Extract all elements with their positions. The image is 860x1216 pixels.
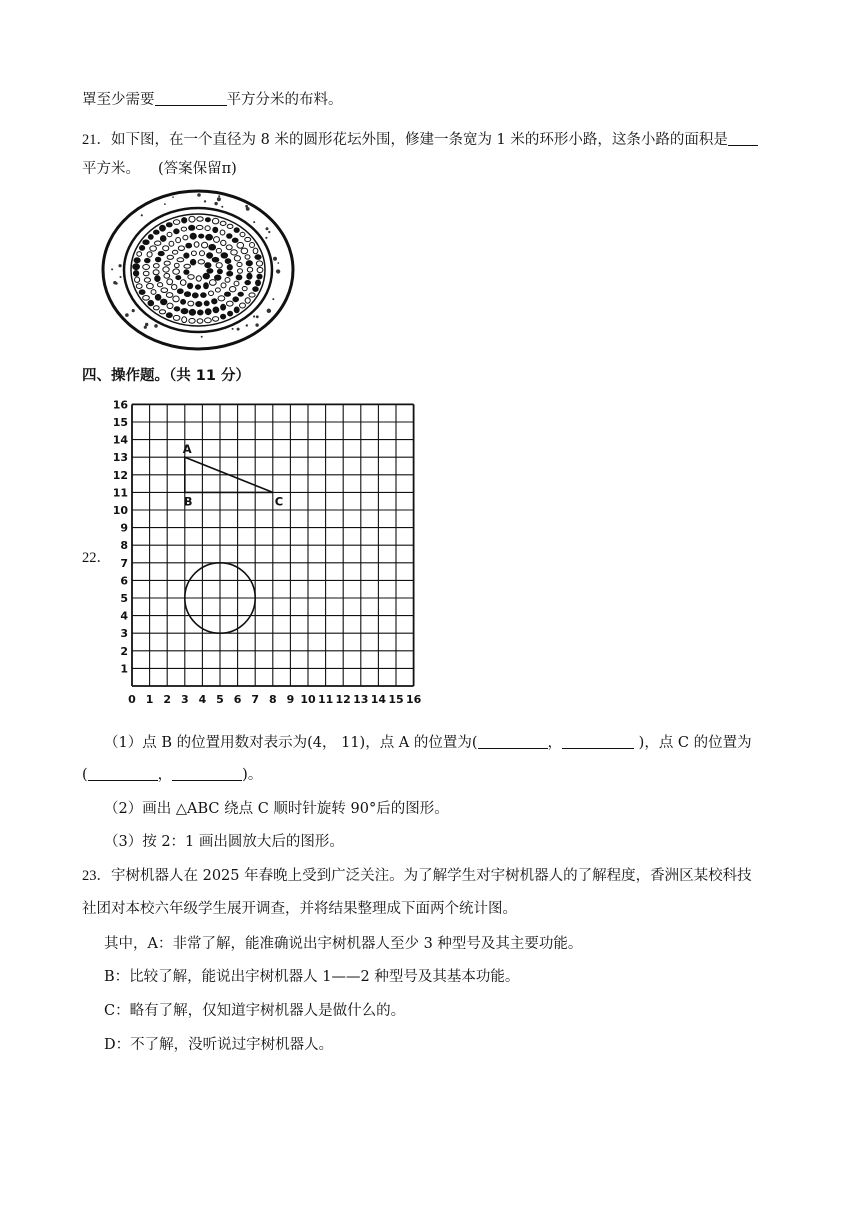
x-tick-label: 12 bbox=[335, 693, 351, 706]
x-tick-label: 4 bbox=[198, 693, 207, 706]
flower-dot bbox=[213, 307, 219, 313]
flower-dot bbox=[153, 306, 159, 310]
point-c-x-blank[interactable] bbox=[88, 765, 158, 781]
flower-dot bbox=[173, 315, 180, 320]
path-dot bbox=[218, 195, 220, 197]
path-dot bbox=[221, 206, 223, 208]
flower-dot bbox=[233, 297, 239, 302]
flower-dot bbox=[184, 253, 189, 258]
flower-dot bbox=[143, 240, 149, 245]
path-dot bbox=[246, 207, 250, 211]
flower-dot bbox=[221, 304, 226, 310]
flower-dot bbox=[137, 252, 142, 257]
x-tick-label: 16 bbox=[405, 693, 422, 706]
flower-dot bbox=[204, 301, 209, 306]
flower-dot bbox=[257, 267, 263, 272]
path-dot bbox=[120, 276, 122, 278]
flower-dot bbox=[186, 243, 192, 248]
flower-dot bbox=[227, 234, 232, 238]
flower-dot bbox=[154, 230, 160, 234]
x-tick-label: 13 bbox=[353, 693, 369, 706]
flower-dot bbox=[247, 267, 252, 272]
flower-dot bbox=[245, 298, 250, 303]
flower-bed-figure bbox=[100, 188, 300, 354]
q23-level-d: D：不了解，没听说过宇树机器人。 bbox=[104, 1037, 334, 1053]
flower-dot bbox=[237, 262, 242, 266]
flower-dot bbox=[225, 292, 231, 296]
flower-dot bbox=[174, 307, 180, 311]
flower-dot bbox=[253, 287, 259, 292]
flower-dot bbox=[153, 264, 159, 268]
flower-dot bbox=[160, 236, 166, 242]
flower-dot bbox=[212, 299, 217, 304]
flower-dot bbox=[205, 318, 212, 323]
path-dot bbox=[237, 328, 240, 331]
flower-dot bbox=[133, 264, 140, 270]
q21-text2: 平方米。 bbox=[82, 161, 140, 177]
flower-dot bbox=[144, 278, 150, 282]
x-tick-label: 14 bbox=[370, 693, 387, 706]
flower-dot bbox=[221, 253, 228, 258]
q23-number: 23． bbox=[82, 868, 111, 884]
flower-dot bbox=[173, 269, 180, 274]
q22-part3: （3）按 2：1 画出圆放大后的图形。 bbox=[104, 834, 344, 850]
flower-dot bbox=[247, 273, 252, 279]
flower-dot bbox=[242, 287, 247, 291]
flower-dot bbox=[196, 276, 201, 281]
flower-dot bbox=[225, 278, 230, 283]
y-tick-label: 10 bbox=[112, 504, 128, 517]
flower-dot bbox=[197, 217, 203, 221]
flower-dot bbox=[202, 242, 208, 248]
y-tick-label: 11 bbox=[112, 486, 128, 500]
y-axis-ticks bbox=[113, 398, 129, 675]
flower-dot bbox=[177, 289, 183, 294]
path-dot bbox=[265, 237, 267, 239]
flower-dot bbox=[139, 290, 145, 295]
flower-dot bbox=[159, 310, 165, 314]
path-dot bbox=[255, 323, 258, 326]
flower-dot bbox=[236, 275, 242, 280]
path-dot bbox=[172, 196, 174, 198]
flower-dot bbox=[172, 285, 177, 290]
flower-dot bbox=[190, 233, 196, 239]
x-tick-label: 0 bbox=[128, 693, 136, 706]
path-dot bbox=[145, 323, 148, 326]
flower-dot bbox=[180, 280, 186, 286]
flower-dot bbox=[182, 218, 187, 223]
flower-dot bbox=[153, 270, 159, 275]
flower-dot bbox=[151, 290, 156, 295]
flower-dot bbox=[181, 299, 186, 304]
flower-dot bbox=[194, 242, 199, 248]
y-tick-label: 9 bbox=[120, 521, 128, 535]
flower-dot bbox=[198, 310, 204, 315]
point-a-y-blank[interactable] bbox=[562, 733, 634, 749]
flower-dot bbox=[150, 246, 157, 251]
x-axis-ticks bbox=[128, 693, 421, 706]
path-dot bbox=[111, 268, 113, 270]
flower-dot bbox=[155, 276, 160, 282]
flower-dot bbox=[197, 319, 203, 324]
grid-lines bbox=[132, 404, 414, 686]
flower-dot bbox=[227, 224, 233, 228]
flower-dot bbox=[250, 243, 255, 248]
flower-dot bbox=[164, 261, 170, 265]
y-tick-label: 2 bbox=[120, 644, 128, 658]
y-tick-label: 3 bbox=[120, 627, 128, 641]
flower-dot bbox=[134, 258, 140, 263]
flower-dot bbox=[221, 240, 226, 245]
flower-dot bbox=[200, 251, 205, 256]
flower-dot bbox=[191, 251, 196, 256]
path-dot bbox=[214, 202, 217, 205]
flower-dot bbox=[167, 232, 172, 236]
path-dot bbox=[201, 336, 203, 338]
point-a-label: A bbox=[182, 442, 192, 457]
flower-dot bbox=[163, 267, 169, 272]
y-tick-label: 8 bbox=[120, 539, 128, 553]
flower-dot bbox=[255, 255, 261, 260]
path-dot bbox=[273, 257, 277, 261]
flower-dot bbox=[195, 285, 200, 289]
flower-dot bbox=[176, 238, 181, 243]
q23-level-a: 其中，A：非常了解，能准确说出宇树机器人至少 3 种型号及其主要功能。 bbox=[104, 936, 583, 952]
flower-dot bbox=[245, 237, 251, 241]
flower-dot bbox=[155, 294, 161, 300]
flower-dot bbox=[234, 228, 239, 233]
flower-dot bbox=[167, 255, 173, 259]
flower-dot bbox=[207, 253, 213, 258]
flower-pattern bbox=[133, 216, 263, 323]
flower-dot bbox=[249, 293, 255, 297]
flower-dot bbox=[209, 244, 216, 250]
flower-dot bbox=[207, 269, 213, 274]
flower-dot bbox=[215, 288, 220, 292]
path-dot bbox=[141, 214, 143, 216]
path-dot bbox=[269, 310, 271, 312]
flower-dot bbox=[155, 241, 161, 245]
flower-dot bbox=[158, 283, 163, 287]
flower-dot bbox=[234, 307, 239, 313]
flower-dot bbox=[245, 255, 250, 259]
point-a-x-blank[interactable] bbox=[478, 733, 548, 749]
q23-line1: 23．宇树机器人在 2025 年春晚上受到广泛关注。为了解学生对宇树机器人的了解程度，香洲区某校科技 bbox=[82, 868, 752, 884]
flower-dot bbox=[176, 276, 181, 280]
point-c-label: C bbox=[274, 494, 284, 509]
flower-dot bbox=[220, 221, 226, 225]
x-tick-label: 9 bbox=[286, 693, 295, 706]
flower-dot bbox=[164, 273, 170, 278]
q22-part2: （2）画出 △ABC 绕点 C 顺时针旋转 90°后的图形。 bbox=[104, 801, 449, 817]
x-tick-label: 3 bbox=[180, 693, 189, 706]
flower-dot bbox=[213, 317, 219, 322]
coordinate-grid bbox=[110, 396, 430, 712]
flower-dot bbox=[227, 301, 234, 306]
path-dot bbox=[253, 221, 255, 223]
flower-dot bbox=[221, 314, 226, 319]
path-dot bbox=[154, 324, 158, 328]
flower-dot bbox=[147, 252, 152, 257]
flower-dot bbox=[155, 257, 160, 261]
x-tick-label: 15 bbox=[388, 693, 404, 706]
path-dot bbox=[246, 324, 248, 326]
x-tick-label: 5 bbox=[216, 693, 224, 706]
flower-dot bbox=[221, 283, 226, 288]
flower-dot bbox=[188, 283, 193, 288]
flower-dot bbox=[199, 234, 204, 238]
y-tick-label: 1 bbox=[120, 662, 128, 676]
flower-dot bbox=[140, 246, 145, 251]
y-tick-label: 15 bbox=[112, 416, 128, 429]
path-dot bbox=[268, 231, 270, 233]
section4-title: 四、操作题。（共 11 分） bbox=[82, 368, 251, 384]
q21-answer-blank[interactable] bbox=[728, 130, 758, 146]
flower-dot bbox=[203, 273, 209, 279]
flower-dot bbox=[160, 225, 166, 231]
q21-line1 bbox=[82, 130, 758, 150]
path-dot bbox=[253, 315, 255, 317]
x-tick-label: 8 bbox=[268, 693, 277, 706]
flower-dot bbox=[245, 281, 251, 285]
point-c-y-blank[interactable] bbox=[172, 765, 242, 781]
flower-dot bbox=[135, 277, 140, 282]
flower-dot bbox=[205, 309, 211, 315]
flower-dot bbox=[228, 311, 233, 316]
flower-dot bbox=[196, 302, 202, 307]
q23-line2: 社团对本校六年级学生展开调查，并将结果整理成下面两个统计图。 bbox=[82, 901, 517, 917]
flower-dot bbox=[143, 296, 150, 301]
flower-dot bbox=[230, 287, 236, 292]
q22-part1-line1: （1）点 B 的位置用数对表示为(4， 11)，点 A 的位置为( ， )，点 C 的位置为 bbox=[104, 735, 752, 751]
flower-dot bbox=[184, 270, 189, 275]
flower-dot bbox=[167, 303, 173, 308]
flower-dot bbox=[217, 269, 222, 274]
path-dot bbox=[119, 264, 122, 267]
flower-dot bbox=[145, 258, 151, 262]
q20-tail-line bbox=[82, 90, 343, 110]
flower-dot bbox=[227, 271, 233, 276]
flower-dot bbox=[240, 303, 246, 308]
flower-dot bbox=[238, 269, 243, 274]
flower-dot bbox=[215, 275, 221, 280]
flower-dot bbox=[143, 271, 149, 276]
flower-dot bbox=[234, 281, 239, 286]
flower-dot bbox=[167, 279, 173, 285]
flower-dot bbox=[143, 265, 150, 270]
flower-dot bbox=[184, 264, 191, 268]
flower-dot bbox=[205, 218, 210, 222]
flower-dot bbox=[257, 274, 262, 279]
flower-dot bbox=[174, 229, 179, 234]
path-dot bbox=[164, 203, 166, 205]
path-dot bbox=[217, 197, 221, 201]
flower-dot bbox=[169, 241, 174, 246]
flower-dot bbox=[220, 230, 225, 235]
flower-dot bbox=[216, 263, 222, 268]
flower-dot bbox=[226, 245, 232, 250]
point-b-label: B bbox=[183, 494, 193, 509]
flower-dot bbox=[201, 293, 207, 298]
flower-dot bbox=[225, 259, 231, 264]
flower-dot bbox=[227, 265, 232, 271]
q21-text: 如下图，在一个直径为 8 米的圆形花坛外围，修建一条宽为 1 米的环形小路，这条小路的面积是 bbox=[111, 132, 728, 148]
q23-level-c: C：略有了解，仅知道宇树机器人是做什么的。 bbox=[104, 1003, 406, 1019]
flower-dot bbox=[212, 218, 218, 224]
y-tick-label: 13 bbox=[112, 451, 128, 465]
q20-text-before: 罩至少需要 bbox=[82, 92, 155, 108]
flower-dot bbox=[214, 237, 220, 243]
x-tick-label: 2 bbox=[163, 693, 172, 706]
x-tick-label: 7 bbox=[251, 693, 260, 706]
q20-text-after: 平方分米的布料。 bbox=[226, 92, 343, 108]
flower-dot bbox=[147, 283, 154, 288]
path-dot bbox=[256, 315, 259, 318]
flower-dot bbox=[212, 257, 219, 262]
q21-note: (答案保留π) bbox=[158, 161, 237, 177]
x-tick-label: 11 bbox=[317, 693, 334, 706]
flower-dot bbox=[231, 250, 238, 255]
flower-dot bbox=[177, 258, 184, 262]
path-dot bbox=[232, 328, 234, 330]
path-dot bbox=[113, 281, 116, 284]
flower-dot bbox=[148, 235, 153, 240]
y-tick-label: 4 bbox=[120, 609, 128, 623]
flower-dot bbox=[188, 301, 194, 306]
path-dot bbox=[272, 298, 274, 300]
flower-dot bbox=[166, 293, 173, 298]
flower-dot bbox=[133, 271, 138, 277]
flower-dot bbox=[256, 261, 262, 266]
flower-dot bbox=[173, 296, 179, 302]
path-dot bbox=[125, 313, 129, 317]
flower-dot bbox=[246, 261, 252, 266]
path-dot bbox=[266, 227, 269, 230]
path-dot bbox=[204, 200, 206, 202]
path-dot bbox=[276, 269, 280, 273]
flower-dot bbox=[206, 234, 213, 240]
flower-dot bbox=[189, 216, 195, 222]
q20-answer-blank[interactable] bbox=[155, 90, 227, 106]
flower-dot bbox=[232, 238, 238, 242]
flower-dot bbox=[204, 283, 209, 289]
q22-part1-line2: ( ， )。 bbox=[82, 767, 263, 783]
flower-dot bbox=[209, 280, 216, 286]
flower-dot bbox=[241, 248, 248, 254]
flower-dot bbox=[184, 292, 190, 297]
q21-number: 21． bbox=[82, 132, 111, 148]
y-tick-label: 12 bbox=[112, 468, 128, 482]
path-dot bbox=[277, 262, 279, 264]
flower-dot bbox=[190, 259, 195, 265]
flower-dot bbox=[181, 227, 186, 231]
y-tick-label: 6 bbox=[120, 574, 128, 588]
x-tick-label: 10 bbox=[300, 693, 316, 706]
flower-dot bbox=[209, 291, 214, 296]
y-tick-label: 7 bbox=[120, 556, 128, 570]
flower-dot bbox=[174, 263, 179, 267]
flower-dot bbox=[238, 292, 243, 296]
x-tick-label: 6 bbox=[233, 693, 242, 706]
flower-dot bbox=[196, 225, 203, 229]
y-tick-label: 5 bbox=[120, 592, 128, 605]
flower-dot bbox=[178, 246, 184, 251]
flower-dot bbox=[192, 293, 198, 298]
flower-dot bbox=[166, 313, 172, 318]
q23-level-b: B：比较了解，能说出宇树机器人 1——2 种型号及其基本功能。 bbox=[104, 969, 520, 985]
flower-dot bbox=[189, 225, 195, 230]
flower-dot bbox=[218, 296, 225, 301]
y-tick-label: 14 bbox=[112, 433, 128, 447]
flower-dot bbox=[188, 275, 194, 280]
flower-dot bbox=[158, 251, 164, 255]
flower-dot bbox=[166, 223, 172, 227]
path-dot bbox=[197, 193, 201, 197]
flower-dot bbox=[216, 248, 221, 253]
flower-dot bbox=[136, 284, 142, 289]
flower-dot bbox=[205, 226, 210, 231]
flower-dot bbox=[234, 256, 240, 261]
flower-dot bbox=[253, 248, 258, 254]
q22-number: 22． bbox=[82, 550, 111, 566]
y-tick-label: 16 bbox=[112, 398, 128, 412]
path-dot bbox=[132, 309, 135, 312]
flower-dot bbox=[256, 280, 261, 286]
flower-dot bbox=[181, 309, 188, 314]
flower-dot bbox=[172, 250, 177, 254]
x-tick-label: 1 bbox=[145, 693, 154, 706]
flower-dot bbox=[182, 317, 187, 323]
flower-dot bbox=[163, 246, 169, 251]
flower-dot bbox=[189, 318, 195, 323]
flower-dot bbox=[161, 299, 167, 305]
flower-dot bbox=[198, 260, 204, 264]
flower-dot bbox=[173, 220, 180, 225]
flower-dot bbox=[213, 227, 218, 232]
flower-dot bbox=[205, 263, 211, 268]
flower-dot bbox=[189, 309, 195, 315]
flower-dot bbox=[240, 232, 245, 236]
flower-dot bbox=[161, 288, 168, 293]
flower-dot bbox=[237, 242, 244, 248]
q21-line2 bbox=[82, 159, 237, 179]
flower-dot bbox=[183, 235, 188, 240]
flower-dot bbox=[148, 300, 154, 305]
